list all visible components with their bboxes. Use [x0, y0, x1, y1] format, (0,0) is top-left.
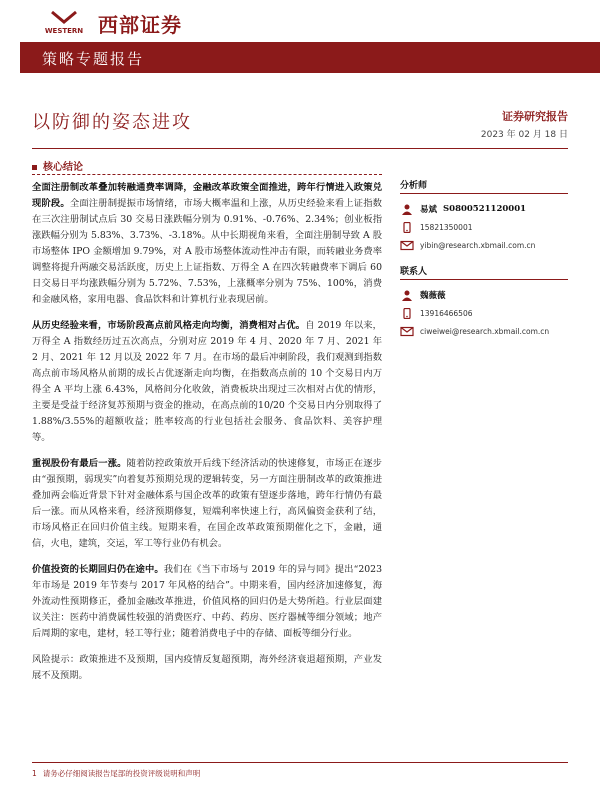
paragraph-body: 风险提示：政策推进不及预期，国内疫情反复超预期，海外经济衰退超预期，产业发展不及预期。: [32, 654, 382, 681]
paragraph: [32, 456, 382, 552]
paragraph-lead: 从历史经验来看，市场阶段高点前风格走向均衡，消费相对占优。: [32, 320, 306, 331]
section-title: 核心结论: [43, 162, 83, 173]
page-number: 1: [32, 769, 37, 778]
sidebar: [400, 178, 568, 340]
footer-disclaimer: 请务必仔细阅读报告尾部的投资评级说明和声明: [42, 769, 201, 778]
paragraph: [32, 318, 382, 446]
contact-phone: 13916466506: [420, 308, 473, 318]
paragraph-lead: 重视股份有最后一涨。: [32, 458, 127, 469]
footer-divider: [32, 762, 568, 763]
paragraph-lead: 全面注册制改革叠加转融通费率调降，金融改革政策全面推进，跨年行情进入政策兑现阶段。: [32, 182, 382, 209]
page-footer: [32, 768, 200, 779]
paragraph-body: 全面注册制提振市场情绪，市场大概率温和上涨，从历史经验来看上证指数在三次注册制试点后 30 交易日涨跌幅分别为 0.91%、-0.76%、2.34%；创业板指涨跌幅分别为 5.83%、3.73%、-3.18%。从中长期视角来看，全面注册制导致 A 股市场整体 IPO 金额增加 9.79%，对 A 股市场整体流动性冲击有限，而转融业务费率调整将提升两融交易活跃度，历史上上证指数、万得全 A 在四次转融费率下调后 60 日交易日平均涨跌幅分别为 5.72%、7.53%，上涨概率分别为 75%、100%，消费和金融风格，家用电器、食品饮料和计算机行业表现居前。: [32, 198, 382, 305]
report-date: 2023 年 02 月 18 日: [480, 130, 568, 140]
phone-icon: [400, 222, 414, 233]
section-divider: [32, 174, 382, 175]
analyst-cert: S0800521120001: [443, 204, 527, 214]
paragraph: [32, 562, 382, 642]
brand-name: 西部证券: [98, 13, 182, 37]
report-category: 策略专题报告: [42, 50, 145, 68]
email-icon: [400, 326, 414, 337]
phone-icon: [400, 308, 414, 319]
contact-name: 魏薇薇: [420, 291, 446, 301]
contact-name-row: [400, 286, 568, 304]
paragraph-body: 我们在《当下市场与 2019 年的异与同》提出“2023 年市场是 2019 年节奏与 2017 年风格的结合”。中期来看，国内经济加速修复，海外流动性预期修正，叠加金融改革推进，价值风格的回归仍是大势所趋。行业层面建议关注：医药中消费属性较强的消费医疗、中药、药房、医疗器械等细分领域；地产后周期的家电，建材，轻工等行业；随着消费电子中的存储、面板等细分行业。: [32, 564, 382, 639]
logo-text: WESTERN: [44, 27, 84, 35]
report-header: [0, 0, 600, 74]
analyst-name-row: [400, 200, 568, 218]
analyst-email-row: [400, 236, 568, 254]
analyst-email[interactable]: yibin@research.xbmail.com.cn: [420, 240, 536, 250]
report-category-band: [20, 42, 600, 73]
analyst-name: 易斌: [420, 205, 438, 215]
paragraph-body: 随着防控政策放开后线下经济活动的快速修复，市场正在逐步由“强预期，弱现实”向着复苏预期兑现的逻辑转变，另一方面注册制改革的政策推进叠加两会临近背景下针对金融体系与国企改革的政策有望逐步落地，跨年行情仍有最后一涨。而从风格来看，经济预期修复，短端利率快速上行，高风偏资金获利了结，市场风格正在回归价值主线。短期来看，在国企改革政策预期催化之下，金融，通信，火电，建筑，交运，军工等行业仍有机会。: [32, 458, 382, 549]
paragraph-lead: 价值投资的长期回归仍在途中。: [32, 564, 164, 575]
analyst-phone-row: [400, 218, 568, 236]
contact-phone-row: [400, 304, 568, 322]
title-divider: [32, 148, 568, 149]
risk-warning: [32, 652, 382, 684]
section-heading: [32, 158, 83, 173]
analyst-heading: 分析师: [400, 178, 568, 194]
person-icon: [400, 290, 414, 301]
page-title: 以防御的姿态进攻: [32, 112, 192, 133]
contact-email-row: [400, 322, 568, 340]
main-content: [32, 180, 382, 694]
paragraph-body: 自 2019 年以来，万得全 A 指数经历过五次高点，分别对应 2019 年 4 月、2020 年 7 月、2021 年 2 月、2021 年 12 月以及 2022 年 7 月。在市场的最后冲刺阶段，我们观测到指数高点前市场风格从前期的成长占优逐渐走向均衡，在指数高点前的 10 个交易日内万得全 A 平均上涨 6.43%，风格间分化收敛，消费板块出现过三次相对占优的情形，主要是受益于经济复苏预期与资金的推动，在高点前的10/20 个交易日内分别取得了 1.88%/3.55%的超额收益；胜率较高的行业包括社会服务、食品饮料、美容护理等。: [32, 320, 382, 443]
person-icon: [400, 204, 414, 215]
report-type: 证券研究报告: [502, 110, 568, 123]
paragraph: [32, 180, 382, 308]
western-logo: [32, 8, 96, 36]
contact-heading: 联系人: [400, 264, 568, 280]
analyst-phone: 15821350001: [420, 222, 473, 232]
email-icon: [400, 240, 414, 251]
bullet-icon: [32, 165, 37, 170]
contact-email[interactable]: ciweiwei@research.xbmail.com.cn: [420, 326, 550, 336]
